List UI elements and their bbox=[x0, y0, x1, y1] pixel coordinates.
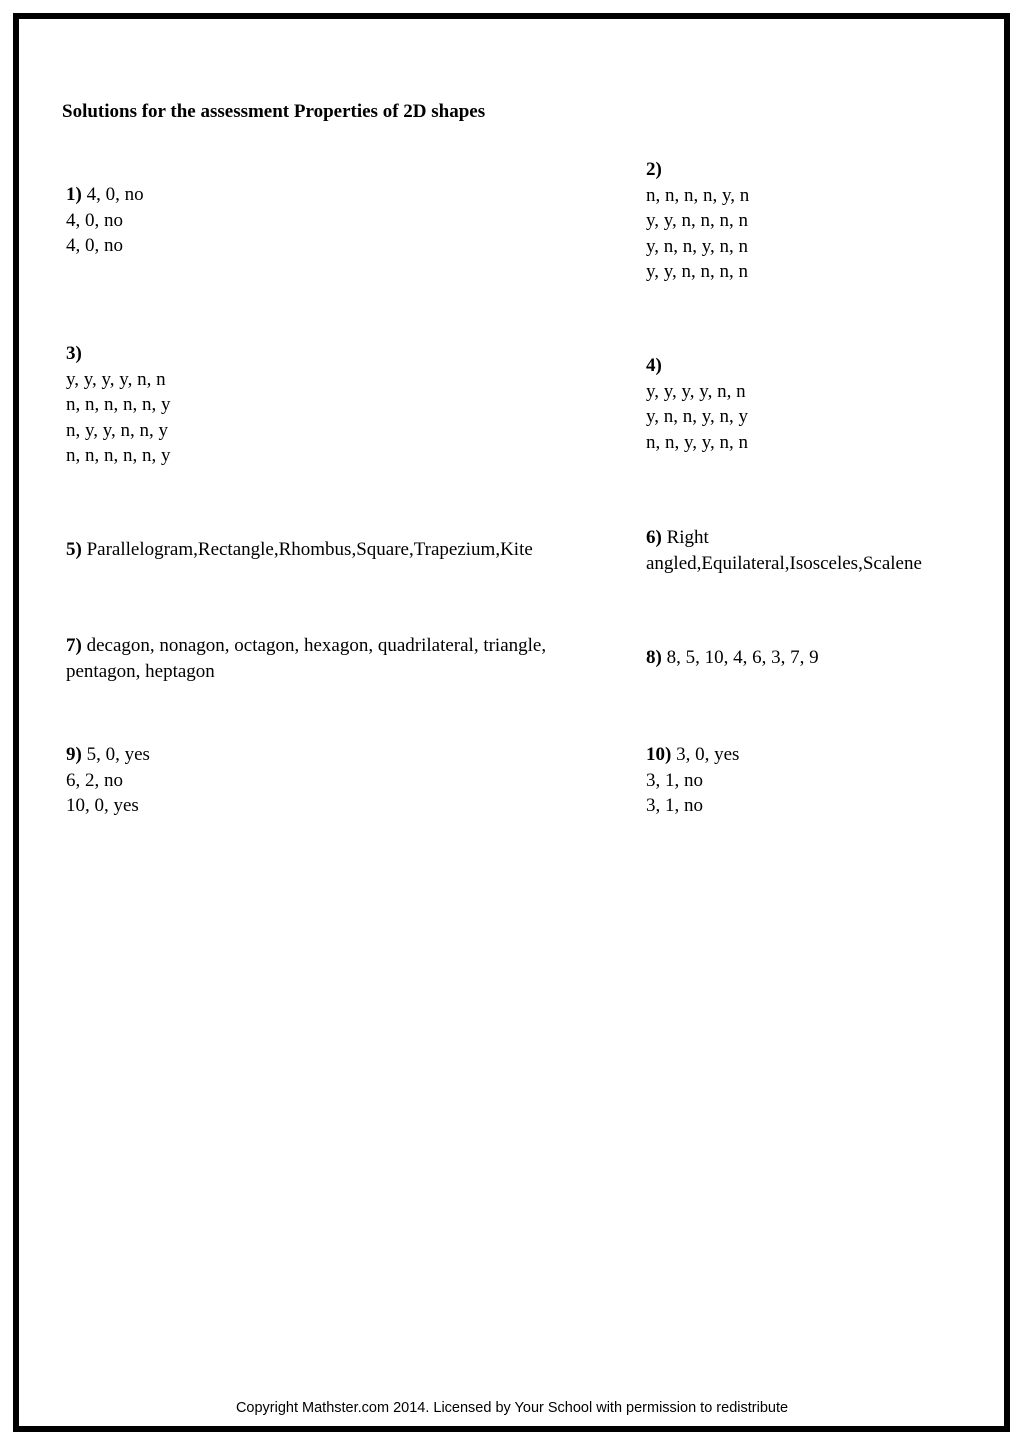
answer-2: 2) n, n, n, n, y, n y, y, n, n, n, n y, n, n, y, n, n y, y, n, n, n, n bbox=[646, 157, 749, 285]
answer-line: y, n, n, y, n, y bbox=[646, 406, 749, 427]
answer-number: 1 bbox=[66, 184, 76, 205]
answer-number: 10 bbox=[646, 744, 665, 765]
answer-5: 5) Parallelogram,Rectangle,Rhombus,Square,Trapezium,Kite bbox=[66, 539, 533, 560]
answer-line: 3, 1, no bbox=[646, 795, 703, 816]
answer-line: y, y, n, n, n, n bbox=[646, 210, 749, 231]
answer-6: 6) Right angled,Equilateral,Isosceles,Scalene bbox=[646, 527, 922, 574]
answer-line: y, y, y, y, n, n bbox=[66, 368, 166, 390]
answer-text: decagon, nonagon, octagon, hexagon, quadrilateral, triangle, pentagon, heptagon bbox=[66, 635, 547, 682]
answer-number: 5 bbox=[66, 539, 76, 560]
answer-4: 4) y, y, y, y, n, n y, n, n, y, n, y n, n, y, y, n, n bbox=[646, 353, 748, 455]
page-border bbox=[13, 13, 1010, 1432]
answer-10: 10) 3, 0, yes 3, 1, no 3, 1, no bbox=[646, 742, 739, 819]
answer-number: 6 bbox=[646, 527, 656, 548]
answer-text: 5, 0, yes bbox=[86, 744, 150, 765]
answer-7: 7) decagon, nonagon, octagon, hexagon, quadrilateral, triangle, pentagon, heptagon bbox=[66, 635, 547, 682]
answer-3: 3) y, y, y, y, n, n n, n, n, n, n, y n, y, y, n, n, y n, n, n, n, n, y bbox=[66, 341, 171, 469]
document-title: Solutions for the assessment Properties of 2D shapes bbox=[62, 101, 486, 122]
answer-number: 9 bbox=[66, 744, 76, 765]
answer-line: 10, 0, yes bbox=[66, 795, 139, 816]
answer-9: 9) 5, 0, yes 6, 2, no 10, 0, yes bbox=[66, 742, 150, 819]
answer-line: n, n, n, n, n, y bbox=[66, 445, 171, 466]
answer-line: y, y, n, n, n, n bbox=[646, 261, 749, 282]
answer-line: n, n, y, y, n, n bbox=[646, 431, 749, 453]
answer-number: 2 bbox=[646, 159, 656, 180]
answer-number: 4 bbox=[646, 355, 656, 376]
answer-line: 6, 2, no bbox=[66, 769, 123, 791]
answer-number: 3 bbox=[66, 343, 76, 364]
answer-text: 8, 5, 10, 4, 6, 3, 7, 9 bbox=[666, 647, 819, 668]
answer-line: n, n, n, n, n, y bbox=[66, 394, 171, 415]
answer-8: 8) 8, 5, 10, 4, 6, 3, 7, 9 bbox=[646, 647, 819, 668]
answer-line: n, n, n, n, y, n bbox=[646, 184, 750, 206]
answer-number: 7 bbox=[66, 635, 76, 656]
answer-line: n, y, y, n, n, y bbox=[66, 419, 169, 441]
answer-line: 4, 0, no bbox=[66, 209, 123, 231]
answer-line: y, n, n, y, n, n bbox=[646, 235, 749, 257]
answer-text: Parallelogram,Rectangle,Rhombus,Square,Trapezium,Kite bbox=[86, 539, 533, 560]
copyright-footer: Copyright Mathster.com 2014. Licensed by Your School with permission to redistribute bbox=[235, 1400, 789, 1416]
answer-line: 3, 1, no bbox=[646, 769, 703, 791]
answer-line: 4, 0, no bbox=[66, 235, 123, 256]
answer-line: y, y, y, y, n, n bbox=[646, 380, 746, 402]
answer-text: Right angled,Equilateral,Isosceles,Scalene bbox=[646, 527, 922, 574]
answer-number: 8 bbox=[646, 647, 656, 668]
answer-1: 1) 4, 0, no 4, 0, no 4, 0, no bbox=[66, 182, 144, 259]
answer-text: 4, 0, no bbox=[86, 184, 144, 205]
answer-text: 3, 0, yes bbox=[676, 744, 740, 765]
